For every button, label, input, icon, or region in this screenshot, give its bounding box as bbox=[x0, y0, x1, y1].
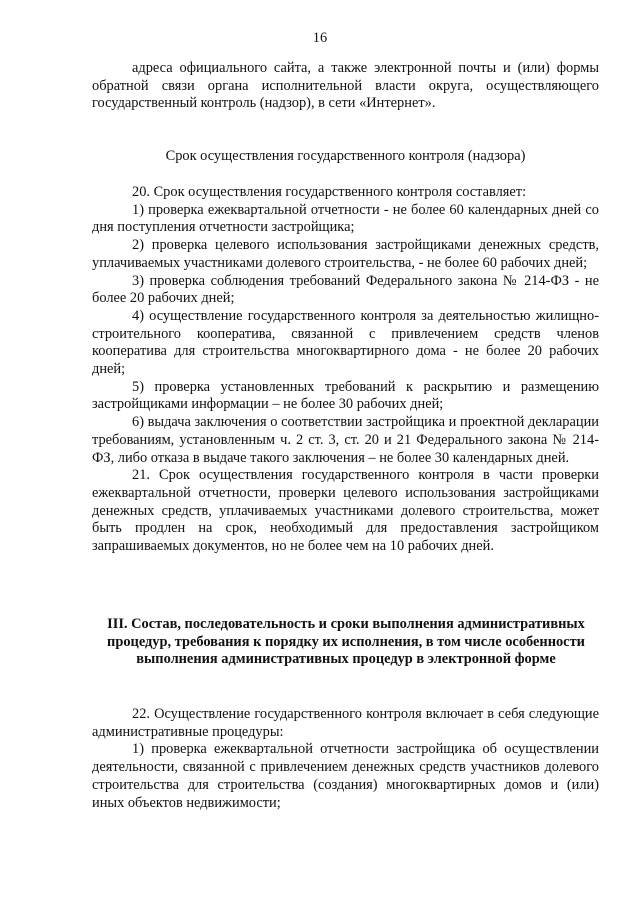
paragraph-20: 20. Срок осуществления государственного контроля составляет: bbox=[132, 184, 527, 200]
paragraph-20-item-4: 4) осуществление государственного контроля за деятельностью жилищно-строительного кооператива, связанной с привлечением средств членов кооператива для строительства многоквартирного дома - не более 20 рабочих дней; bbox=[92, 307, 599, 378]
paragraph-22: 22. Осуществление государственного контроля включает в себя следующие административные процедуры: bbox=[92, 706, 599, 740]
paragraph-20-item-2: 2) проверка целевого использования застройщиками денежных средств, уплачиваемых участниками долевого строительства, - не более 60 рабочих дней; bbox=[92, 237, 599, 271]
paragraph-22-item-1: 1) проверка ежеквартальной отчетности застройщика об осуществлении деятельности, связанной с привлечением денежных средств участников долевого строительства для строительства (создания) многоквартирных домов и (или) иных объектов недвижимости; bbox=[92, 741, 599, 811]
intro-paragraph-block bbox=[92, 60, 599, 113]
paragraph-20-item-6: 6) выдача заключения о соответствии застройщика и проектной декларации требованиям, установленным ч. 2 ст. 3, ст. 20 и 21 Федерального закона № 214-ФЗ, либо отказа в выдаче такого заключения – не более 30 календарных дней. bbox=[92, 414, 599, 466]
chapter-heading: III. Состав, последовательность и сроки выполнения административных процедур, требования к порядку их исполнения, в том числе особенности выполнения административных процедур в электронной форме bbox=[107, 616, 585, 668]
page-number: 16 bbox=[312, 30, 328, 46]
paragraph-22-block bbox=[92, 706, 599, 812]
chapter-heading-block bbox=[100, 616, 592, 669]
intro-paragraph: адреса официального сайта, а также электронной почты и (или) формы обратной связи органа исполнительной власти округа, осуществляющего государственный контроль (надзор), в сети «Интернет». bbox=[92, 60, 599, 112]
paragraph-20-item-1: 1) проверка ежеквартальной отчетности - не более 60 календарных дней со дня поступления отчетности застройщика; bbox=[92, 201, 599, 236]
section-title: Срок осуществления государственного контроля (надзора) bbox=[165, 148, 526, 164]
paragraph-20-item-3: 3) проверка соблюдения требований Федерального закона № 214-ФЗ - не более 20 рабочих дней; bbox=[92, 272, 599, 307]
paragraph-20-item-5: 5) проверка установленных требований к раскрытию и размещению застройщиками информации – не более 30 рабочих дней; bbox=[92, 378, 599, 413]
term-section bbox=[92, 148, 599, 166]
paragraph-21: 21. Срок осуществления государственного контроля в части проверки ежеквартальной отчетности, проверки целевого использования застройщиками денежных средств, уплачиваемых участниками долевого строительства, может быть продлен на срок, необходимый для предоставления застройщиком запрашиваемых документов, но не более чем на 10 рабочих дней. bbox=[92, 467, 599, 555]
paragraph-20-block bbox=[92, 184, 599, 556]
